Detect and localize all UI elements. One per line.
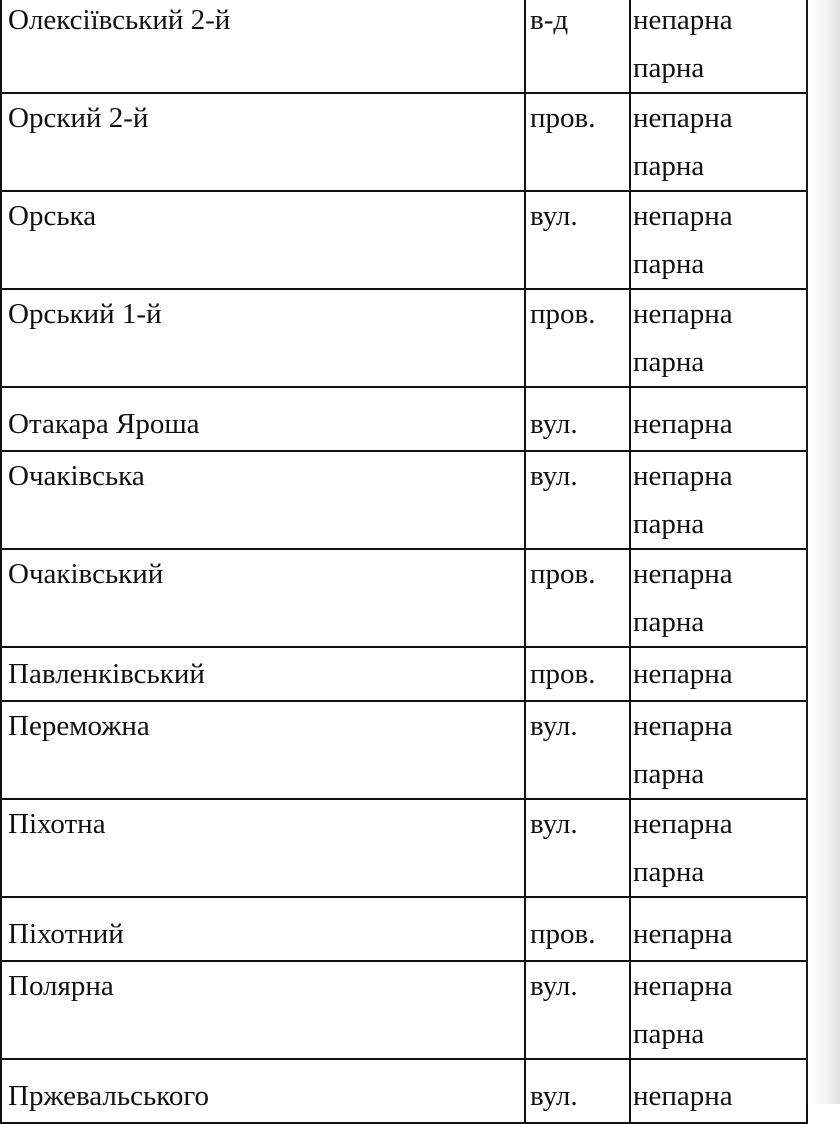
parity-cell <box>630 897 807 961</box>
parity-odd: непарна <box>633 200 733 232</box>
page-edge-shadow <box>806 0 840 1104</box>
table-row <box>1 93 807 191</box>
table-row <box>1 961 807 1059</box>
table-row <box>1 0 807 93</box>
table-row <box>1 191 807 289</box>
table-row <box>1 799 807 897</box>
parity-odd: непарна <box>633 558 733 590</box>
street-type-cell: пров. <box>525 897 630 961</box>
parity-even: парна <box>633 606 705 638</box>
parity-odd: непарна <box>633 808 733 840</box>
street-type-cell: вул. <box>525 1059 630 1123</box>
parity-cell <box>630 799 807 897</box>
street-name-cell: Піхотний <box>1 897 525 961</box>
parity-even: парна <box>633 1018 705 1050</box>
parity-even: парна <box>633 856 705 888</box>
parity-cell <box>630 0 807 93</box>
street-type-cell: вул. <box>525 701 630 799</box>
street-type-cell: вул. <box>525 451 630 549</box>
parity-cell <box>630 701 807 799</box>
parity-even: парна <box>633 52 705 84</box>
street-type-cell: вул. <box>525 961 630 1059</box>
parity-odd: непарна <box>633 408 733 440</box>
street-name-cell: Орська <box>1 191 525 289</box>
parity-cell <box>630 1059 807 1123</box>
street-type-cell: вул. <box>525 799 630 897</box>
street-type-cell: вул. <box>525 387 630 451</box>
parity-cell <box>630 387 807 451</box>
table-row <box>1 451 807 549</box>
table-row <box>1 289 807 387</box>
parity-odd: непарна <box>633 460 733 492</box>
street-name-cell: Отакара Яроша <box>1 387 525 451</box>
parity-odd: непарна <box>633 710 733 742</box>
street-name-cell: Пржевальського <box>1 1059 525 1123</box>
parity-cell <box>630 647 807 701</box>
parity-even: парна <box>633 150 705 182</box>
table-row <box>1 1059 807 1123</box>
parity-odd: непарна <box>633 658 733 690</box>
parity-even: парна <box>633 248 705 280</box>
parity-even: парна <box>633 508 705 540</box>
parity-cell <box>630 961 807 1059</box>
street-type-cell: в-д <box>525 0 630 93</box>
street-type-cell: вул. <box>525 191 630 289</box>
street-name-cell: Орский 2-й <box>1 93 525 191</box>
street-name-cell: Очаківська <box>1 451 525 549</box>
table-row <box>1 647 807 701</box>
parity-cell <box>630 191 807 289</box>
parity-even: парна <box>633 758 705 790</box>
parity-odd: непарна <box>633 1080 733 1112</box>
parity-cell <box>630 289 807 387</box>
table-row <box>1 897 807 961</box>
table-row <box>1 701 807 799</box>
street-name-cell: Павленківський <box>1 647 525 701</box>
parity-odd: непарна <box>633 970 733 1002</box>
street-type-cell: пров. <box>525 647 630 701</box>
table-row <box>1 387 807 451</box>
table-row <box>1 549 807 647</box>
street-name-cell: Полярна <box>1 961 525 1059</box>
parity-even: парна <box>633 346 705 378</box>
street-name-cell: Переможна <box>1 701 525 799</box>
street-name-cell: Піхотна <box>1 799 525 897</box>
parity-cell <box>630 93 807 191</box>
street-name-cell: Олексіївський 2-й <box>1 0 525 93</box>
street-name-cell: Очаківський <box>1 549 525 647</box>
parity-odd: непарна <box>633 298 733 330</box>
parity-odd: непарна <box>633 918 733 950</box>
parity-odd: непарна <box>633 102 733 134</box>
street-type-cell: пров. <box>525 93 630 191</box>
street-type-cell: пров. <box>525 289 630 387</box>
parity-cell <box>630 451 807 549</box>
street-type-cell: пров. <box>525 549 630 647</box>
parity-cell <box>630 549 807 647</box>
parity-odd: непарна <box>633 4 733 36</box>
street-name-cell: Орський 1-й <box>1 289 525 387</box>
